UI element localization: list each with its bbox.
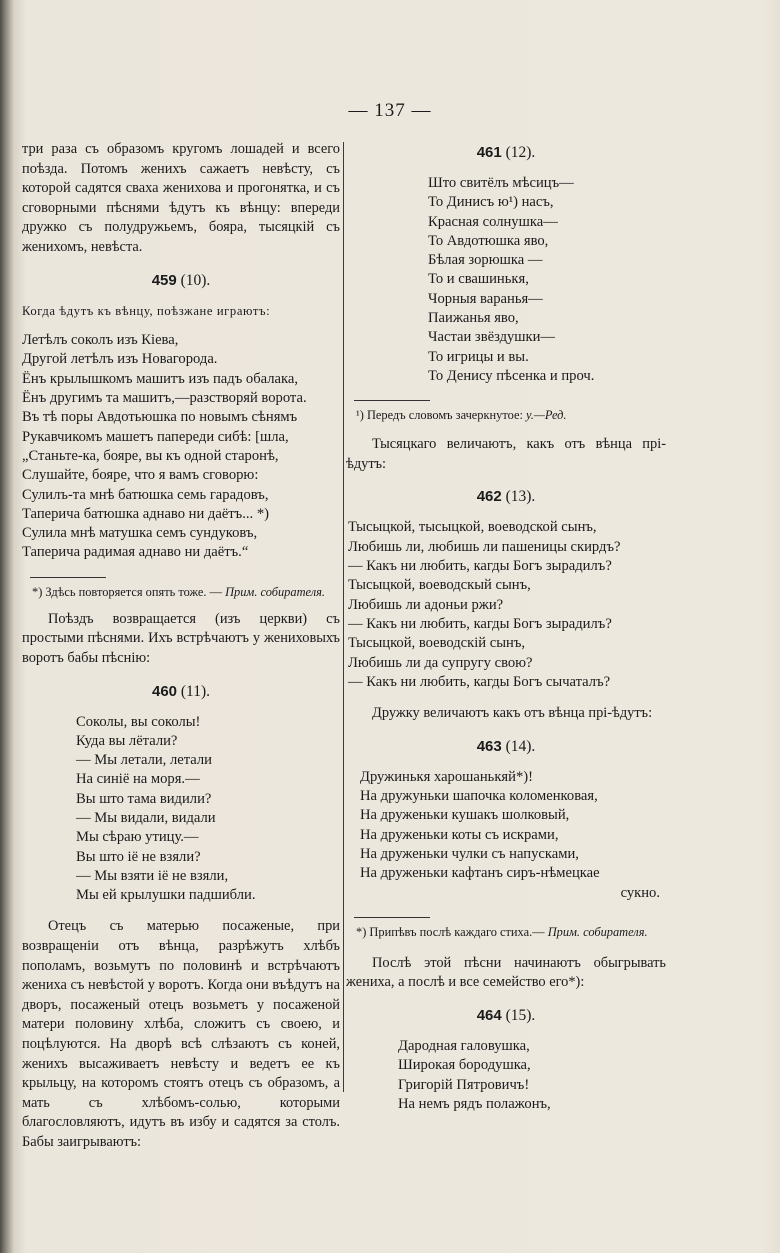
verse-line: Бѣлая зорюшка —	[428, 252, 543, 269]
song-459-heading	[22, 272, 340, 290]
verse-line: — Мы взяти іё не взяли,	[76, 867, 229, 884]
verse-line: То и свашинькя,	[428, 271, 529, 288]
footnote-text: *) Припѣвъ послѣ каждаго стиха.—	[356, 924, 545, 939]
song-462-heading	[346, 488, 666, 506]
song-subnumber: (15).	[505, 1006, 536, 1024]
song-461-verse	[346, 174, 666, 386]
column-divider	[343, 142, 344, 1092]
verse-line: Тысыцкой, тысыцкой, воеводской сынъ,	[348, 519, 597, 536]
verse-line: На дружуньки шапочка коломенковая,	[360, 788, 598, 805]
return-paragraph: Поѣздъ возвращается (изъ церкви) съ простыми пѣснями. Ихъ встрѣчаютъ у жениховыхъ воротъ бабы пѣснію:	[22, 610, 340, 666]
footnote-separator	[354, 400, 430, 401]
intro-paragraph: три раза съ образомъ кругомъ лошадей и всего поѣзда. Потомъ женихъ сажаетъ невѣсту, съ которой садятся сваха женихова и прогонятка, и съ сговорными пѣснями ѣдутъ къ вѣнцу: впереди дружко съ полудружьемъ, бояра, тысяцкій съ женихомъ, невѣста.	[22, 141, 340, 255]
footnote-text: ¹) Передъ словомъ зачеркнутое:	[356, 408, 523, 423]
verse-line: То Авдотюшка яво,	[428, 232, 549, 249]
song-subnumber: (12).	[505, 144, 536, 161]
footnote-463	[346, 924, 666, 940]
verse-line: На друженьки кафтанъ сиръ-нѣмецкае	[360, 865, 600, 882]
song-number: 464	[476, 1006, 502, 1024]
verse-line: То Денису пѣсенка и проч.	[428, 367, 595, 384]
verse-line: Ёнъ другимъ та машитъ,—разстворяй ворота.	[22, 390, 307, 407]
footnote-source: Прим. собирателя.	[225, 584, 325, 599]
verse-line: Летѣлъ соколъ изъ Кіева,	[22, 332, 179, 349]
footnote-source: Прим. собирателя.	[547, 924, 648, 939]
song-460-verse	[22, 713, 340, 906]
verse-line: Вы што тама видили?	[76, 790, 212, 807]
verse-line: На немъ рядъ полажонъ,	[398, 1095, 551, 1112]
footnote-separator	[354, 917, 430, 918]
druzhka-paragraph: Дружку величаютъ какъ отъ вѣнца прі-ѣдутъ:	[372, 705, 653, 722]
song-463-heading	[346, 738, 666, 756]
song-subnumber: (11).	[180, 682, 211, 700]
footnote-text: *) Здѣсь повторяется опять тоже. —	[32, 584, 222, 599]
song-subnumber: (10).	[180, 271, 211, 289]
game-paragraph: Послѣ этой пѣсни начинаютъ обыгрывать жениха, а послѣ и все семейство его*):	[346, 954, 666, 991]
verse-line: Частаи звёздушки—	[428, 329, 556, 346]
verse-line: На друженьки кушакъ шолковый,	[360, 807, 570, 824]
verse-line: Рукавчикомъ машетъ папереди сибѣ: [шла,	[22, 428, 289, 445]
page-number: — 137 —	[348, 100, 432, 121]
song-number: 463	[476, 737, 502, 755]
verse-line: Чорныя варанья—	[428, 290, 543, 307]
verse-line: Што свитёлъ мѣсицъ—	[428, 175, 574, 191]
verse-line: Дародная галовушка,	[398, 1037, 530, 1054]
verse-line: Сулилъ-та мнѣ батюшка семь гарадовъ,	[22, 486, 269, 503]
verse-line: Соколы, вы соколы!	[76, 713, 201, 730]
verse-line: Любишь ли, любишь ли пашеницы скирдъ?	[348, 538, 621, 555]
verse-line: Мы сѣраю утицу.—	[76, 829, 199, 846]
verse-line: Тысыцкой, воеводскый сынъ,	[348, 577, 531, 594]
song-463-verse	[346, 768, 666, 903]
verse-line: На синіё на моря.—	[76, 771, 200, 788]
verse-line: Куда вы лётали?	[76, 732, 178, 749]
verse-line: Ёнъ крылышкомъ машитъ изъ падъ обалака,	[22, 370, 298, 387]
verse-line: То игрицы и вы.	[428, 348, 529, 365]
song-464-verse	[346, 1037, 666, 1114]
verse-line: Сулила мнѣ матушка семъ сундуковъ,	[22, 525, 258, 542]
verse-line: — Мы летали, летали	[76, 752, 212, 769]
song-subnumber: (13).	[505, 488, 536, 506]
verse-line: Дружинькя харошанькяй*)!	[360, 768, 533, 785]
verse-line-continuation: сукно.	[620, 884, 660, 901]
verse-line: Широкая бородушка,	[398, 1057, 531, 1074]
verse-line: Любишь ли адоньи ржи?	[348, 596, 504, 613]
song-subnumber: (14).	[505, 737, 536, 755]
verse-line: — Какъ ни любить, кагды Богъ зырадилъ?	[348, 615, 612, 632]
verse-line: Другой летѣлъ изъ Новагорода.	[22, 351, 218, 368]
verse-line: Вы што іё не взяли?	[76, 848, 201, 865]
song-number: 462	[476, 488, 502, 506]
left-column	[22, 140, 340, 1153]
homecoming-paragraph: Отецъ съ матерью посаженые, при возвращеніи отъ вѣнца, разрѣжутъ хлѣбъ пополамъ, возьмутъ по половинѣ и встрѣчаютъ жениха съ невѣстой у воротъ. Когда они въѣдутъ на дворъ, посаженый отецъ возьметъ у посаженой матери половину хлѣба, сложитъ съ своею, и поцѣлуются. На дворѣ всѣ слѣзаютъ съ коней, женихъ высаживаетъ невѣсту и ведетъ ее къ крыльцу, на которомъ стоятъ отецъ съ образомъ, а мать съ хлѣбомъ-солью, которыми благословляютъ, идутъ въ избу и садятся за столъ. Бабы заигрываютъ:	[22, 918, 340, 1150]
footnote-source: у.—Ред.	[526, 408, 567, 423]
verse-line: Григорій Пятровичъ!	[398, 1076, 530, 1093]
song-461-heading	[346, 144, 666, 162]
verse-line: Таперича радимая аднаво ни даётъ.“	[22, 544, 249, 561]
verse-line: — Мы видали, видали	[76, 809, 216, 826]
verse-line: На друженьки коты съ искрами,	[360, 826, 559, 843]
tysyatsky-paragraph: Тысяцкаго величаютъ, какъ отъ вѣнца прі-ѣдутъ:	[346, 436, 666, 472]
verse-line: Въ тѣ поры Авдотьюшка по новымъ сѣнямъ	[22, 409, 298, 426]
song-number: 460	[151, 682, 178, 700]
footnote-461	[346, 407, 666, 423]
verse-line: Красная солнушка—	[428, 213, 558, 230]
verse-line: Тысыцкой, воеводскій сынъ,	[348, 635, 526, 652]
footnote-459	[22, 584, 340, 600]
song-number: 459	[151, 271, 177, 289]
verse-line: — Какъ ни любить, кагды Богъ зырадилъ?	[348, 558, 612, 575]
right-column	[346, 140, 666, 1114]
verse-line: Паижанья яво,	[428, 310, 519, 327]
verse-line: Мы ей крылушки падшибли.	[76, 887, 256, 904]
verse-line: Слушайте, бояре, что я вамъ сговорю:	[22, 467, 259, 484]
verse-line: То Динисъ ю¹) насъ,	[428, 194, 554, 211]
verse-line: — Какъ ни любить, кагды Богъ сычаталъ?	[348, 673, 611, 690]
verse-line: На друженьки чулки съ напусками,	[360, 845, 579, 862]
song-459-verse	[22, 331, 340, 563]
song-464-heading	[346, 1007, 666, 1025]
verse-line: „Станьте-ка, бояре, вы къ одной старонѣ,	[22, 447, 279, 464]
verse-line: Таперича батюшка аднаво ни даётъ... *)	[22, 505, 269, 522]
song-460-heading	[22, 683, 340, 701]
song-459-caption: Когда ѣдутъ къ вѣнцу, поѣзжане играютъ:	[22, 303, 271, 318]
footnote-separator	[30, 577, 106, 578]
song-462-verse	[346, 518, 666, 692]
song-number: 461	[476, 144, 502, 161]
verse-line: Любишь ли да супругу свою?	[348, 654, 533, 671]
